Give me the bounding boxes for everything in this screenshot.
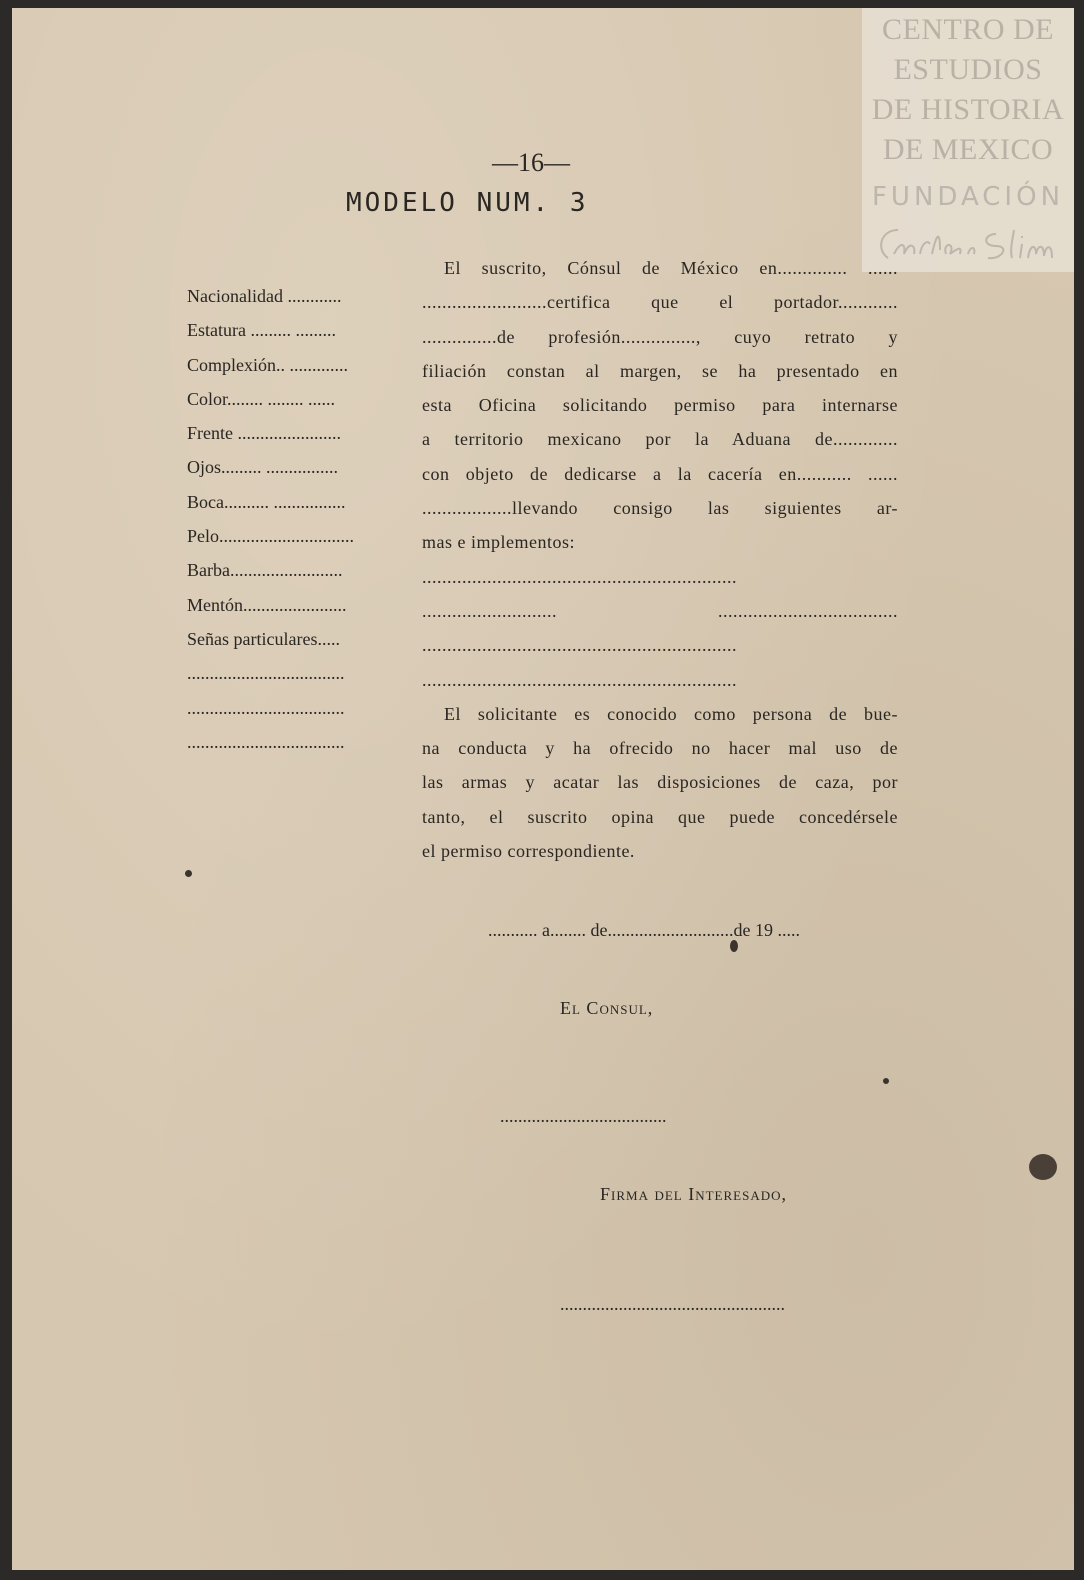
ink-spot bbox=[1029, 1154, 1057, 1180]
body-line: .........................certifica que el portador............ bbox=[422, 292, 898, 313]
body-line: ..................llevando consigo las siguientes ar- bbox=[422, 498, 898, 519]
applicant-signature-line: .................................................. bbox=[560, 1294, 785, 1314]
body-line: mas e implementos: bbox=[422, 532, 575, 553]
field-color: Color........ ........ ...... bbox=[187, 388, 336, 409]
field-boca: Boca.......... ................ bbox=[187, 491, 346, 512]
body-line: el permiso correspondiente. bbox=[422, 841, 635, 862]
page-number: —16— bbox=[492, 148, 570, 177]
ink-spot bbox=[883, 1078, 889, 1084]
field-pelo: Pelo.............................. bbox=[187, 526, 355, 547]
applicant-signature-label: Firma del Interesado, bbox=[600, 1184, 787, 1204]
field-estatura: Estatura ......... ......... bbox=[187, 320, 336, 341]
ink-spot bbox=[730, 940, 738, 952]
body-blank-line: ........................... .................................... bbox=[422, 600, 898, 621]
body-line: filiación constan al margen, se ha presentado en bbox=[422, 360, 898, 381]
field-nacionalidad: Nacionalidad ............ bbox=[187, 286, 342, 306]
field-ojos: Ojos......... ................ bbox=[187, 457, 339, 478]
watermark-foundation: FUNDACIÓN bbox=[871, 182, 1065, 212]
body-line: las armas y acatar las disposiciones de caza, por bbox=[422, 772, 898, 793]
body-line: ...............de profesión..............., cuyo retrato y bbox=[422, 326, 898, 347]
watermark-line: CENTRO DE bbox=[882, 13, 1054, 46]
consul-signature-line: ..................................... bbox=[500, 1106, 667, 1126]
watermark-line: ESTUDIOS bbox=[893, 53, 1043, 86]
document-page bbox=[12, 8, 1074, 1570]
archive-watermark bbox=[862, 8, 1074, 272]
body-line: tanto, el suscrito opina que puede concedérsele bbox=[422, 806, 898, 827]
blank-line: ................................... bbox=[187, 697, 345, 718]
field-senas-particulares: Señas particulares..... bbox=[187, 628, 340, 649]
ink-spot bbox=[185, 870, 192, 877]
field-barba: Barba......................... bbox=[187, 560, 343, 581]
body-line: esta Oficina solicitando permiso para internarse bbox=[422, 395, 898, 416]
body-blank-line: ............................................................... bbox=[422, 669, 737, 690]
field-menton: Mentón....................... bbox=[187, 594, 347, 615]
blank-line: ................................... bbox=[187, 731, 345, 752]
field-complexion: Complexión.. ............. bbox=[187, 354, 348, 375]
body-blank-line: ............................................................... bbox=[422, 635, 737, 656]
watermark-line: DE HISTORIA bbox=[871, 93, 1065, 126]
body-line: con objeto de dedicarse a la cacería en........... ...... bbox=[422, 463, 898, 484]
certificate-body bbox=[422, 258, 898, 875]
blank-line: ................................... bbox=[187, 663, 345, 684]
model-title: MODELO NUM. 3 bbox=[346, 188, 589, 218]
body-line: a territorio mexicano por la Aduana de............. bbox=[422, 429, 898, 450]
signature-logo bbox=[870, 220, 1070, 270]
body-blank-line: ............................................................... bbox=[422, 566, 737, 587]
physical-description-fields bbox=[187, 286, 397, 766]
body-line: El suscrito, Cónsul de México en.............. ...... bbox=[444, 258, 898, 278]
body-line: El solicitante es conocido como persona de bue- bbox=[444, 703, 898, 724]
watermark-line: DE MEXICO bbox=[882, 133, 1054, 166]
field-frente: Frente ....................... bbox=[187, 423, 341, 444]
date-line: ........... a........ de............................de 19 ..... bbox=[488, 920, 800, 940]
body-line: na conducta y ha ofrecido no hacer mal uso de bbox=[422, 738, 898, 759]
consul-label: El Consul, bbox=[560, 998, 654, 1018]
